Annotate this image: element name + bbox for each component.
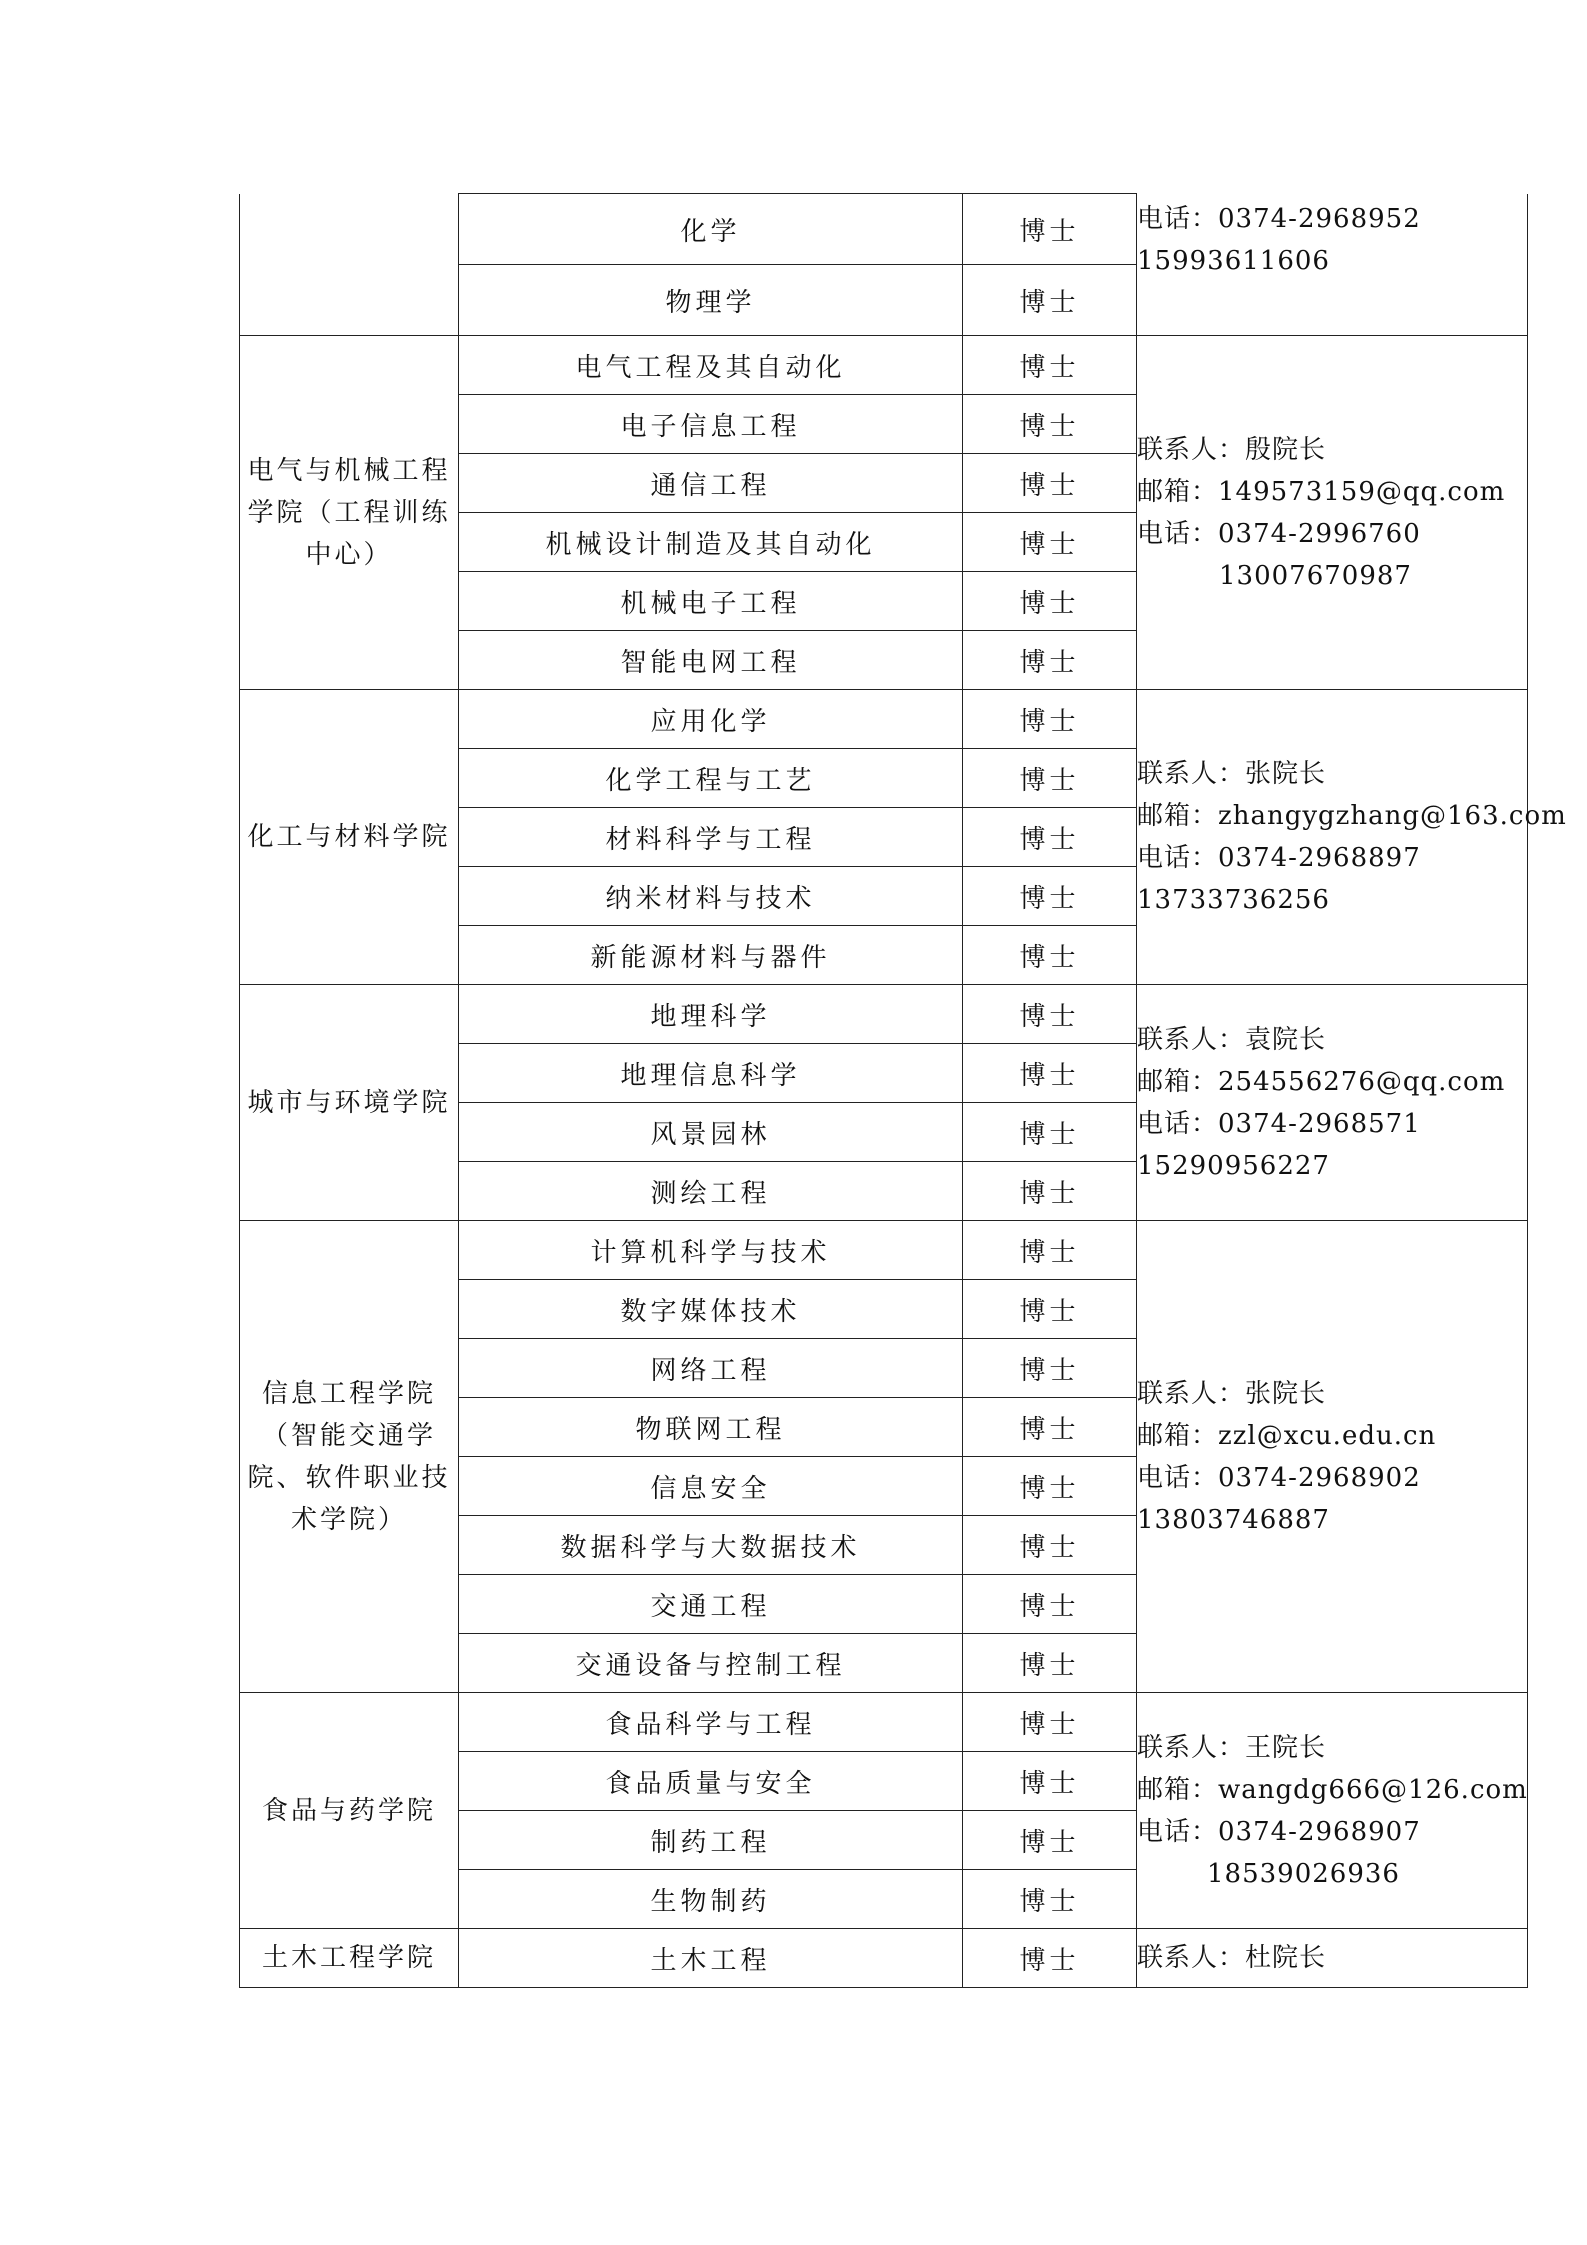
college-cell: 城市与环境学院 [240, 985, 459, 1221]
major-cell: 数据科学与大数据技术 [459, 1516, 963, 1575]
major-cell: 物联网工程 [459, 1398, 963, 1457]
contact-phone: 电话：0374-2996760 [1137, 518, 1421, 549]
table-row [240, 985, 1528, 1044]
college-cell: 信息工程学院（智能交通学院、软件职业技术学院） [240, 1221, 459, 1693]
contact-phone: 电话：0374-2968907 [1137, 1816, 1421, 1847]
degree-cell: 博士 [963, 690, 1137, 749]
major-cell: 食品科学与工程 [459, 1693, 963, 1752]
contact-person: 联系人：张院长 [1137, 759, 1327, 789]
major-cell: 化学 [459, 194, 963, 265]
college-cell: 化工与材料学院 [240, 690, 459, 985]
major-cell: 应用化学 [459, 690, 963, 749]
major-cell: 电气工程及其自动化 [459, 336, 963, 395]
major-cell: 机械设计制造及其自动化 [459, 513, 963, 572]
degree-cell: 博士 [963, 265, 1137, 336]
contact-mobile: 13733736256 [1137, 885, 1330, 915]
college-cell: 土木工程学院 [240, 1929, 459, 1988]
table-row [240, 1693, 1528, 1752]
degree-cell: 博士 [963, 1457, 1137, 1516]
degree-cell: 博士 [963, 631, 1137, 690]
table-row [240, 1221, 1528, 1280]
contact-person: 联系人：王院长 [1137, 1732, 1327, 1763]
degree-cell: 博士 [963, 513, 1137, 572]
degree-cell: 博士 [963, 395, 1137, 454]
degree-cell: 博士 [963, 336, 1137, 395]
contact-cell [1137, 985, 1528, 1221]
college-cell: 食品与药学院 [240, 1693, 459, 1929]
major-cell: 电子信息工程 [459, 395, 963, 454]
contact-cell [1137, 336, 1528, 690]
degree-cell: 博士 [963, 1516, 1137, 1575]
major-cell: 地理科学 [459, 985, 963, 1044]
major-cell: 网络工程 [459, 1339, 963, 1398]
degree-cell: 博士 [963, 1221, 1137, 1280]
major-cell: 机械电子工程 [459, 572, 963, 631]
major-cell: 交通设备与控制工程 [459, 1634, 963, 1693]
contact-email: 邮箱：zzl@xcu.edu.cn [1137, 1420, 1437, 1451]
contact-phone: 电话：0374-2968897 [1137, 843, 1421, 873]
table-row [240, 690, 1528, 749]
degree-cell: 博士 [963, 1280, 1137, 1339]
contact-email: 邮箱：wangdg666@126.com [1137, 1774, 1528, 1805]
college-cell [240, 194, 459, 336]
college-cell: 电气与机械工程学院（工程训练中心） [240, 336, 459, 690]
major-cell: 通信工程 [459, 454, 963, 513]
degree-cell: 博士 [963, 1103, 1137, 1162]
contact-email: 邮箱：zhangygzhang@163.com [1137, 801, 1567, 831]
degree-cell: 博士 [963, 1752, 1137, 1811]
contact-mobile: 13007670987 [1219, 560, 1412, 591]
degree-cell: 博士 [963, 1929, 1137, 1988]
major-cell: 生物制药 [459, 1870, 963, 1929]
contact-person: 联系人：殷院长 [1137, 434, 1327, 465]
major-cell: 智能电网工程 [459, 631, 963, 690]
contact-person: 联系人：张院长 [1137, 1378, 1327, 1409]
degree-cell: 博士 [963, 454, 1137, 513]
contact-person: 联系人：袁院长 [1137, 1024, 1327, 1055]
table-row [240, 194, 1528, 265]
contact-cell [1137, 1693, 1528, 1929]
degree-cell: 博士 [963, 1693, 1137, 1752]
contact-cell [1137, 690, 1567, 985]
degree-cell: 博士 [963, 808, 1137, 867]
degree-cell: 博士 [963, 926, 1137, 985]
major-cell: 化学工程与工艺 [459, 749, 963, 808]
contact-email: 邮箱：254556276@qq.com [1137, 1066, 1506, 1097]
contact-cell [1137, 1929, 1528, 1988]
degree-cell: 博士 [963, 1398, 1137, 1457]
contact-mobile: 18539026936 [1207, 1858, 1400, 1889]
contact-cell [1137, 194, 1528, 336]
degree-cell: 博士 [963, 1044, 1137, 1103]
major-cell: 新能源材料与器件 [459, 926, 963, 985]
degree-cell: 博士 [963, 1634, 1137, 1693]
major-cell: 数字媒体技术 [459, 1280, 963, 1339]
degree-cell: 博士 [963, 867, 1137, 926]
degree-cell: 博士 [963, 985, 1137, 1044]
major-cell: 物理学 [459, 265, 963, 336]
major-cell: 测绘工程 [459, 1162, 963, 1221]
contact-phone: 电话：0374-2968952 [1137, 203, 1421, 234]
contact-mobile: 13803746887 [1137, 1504, 1330, 1535]
major-cell: 制药工程 [459, 1811, 963, 1870]
degree-cell: 博士 [963, 1162, 1137, 1221]
degree-cell: 博士 [963, 1811, 1137, 1870]
table-row [240, 336, 1528, 395]
contact-mobile: 15993611606 [1137, 245, 1330, 276]
contact-person: 联系人：杜院长 [1137, 1943, 1327, 1973]
degree-cell: 博士 [963, 1339, 1137, 1398]
degree-cell: 博士 [963, 749, 1137, 808]
contact-email: 邮箱：149573159@qq.com [1137, 476, 1506, 507]
major-cell: 纳米材料与技术 [459, 867, 963, 926]
degree-cell: 博士 [963, 1575, 1137, 1634]
contact-cell [1137, 1221, 1528, 1693]
recruitment-table [239, 193, 1567, 1988]
major-cell: 食品质量与安全 [459, 1752, 963, 1811]
major-cell: 地理信息科学 [459, 1044, 963, 1103]
major-cell: 信息安全 [459, 1457, 963, 1516]
contact-phone: 电话：0374-2968571 [1137, 1108, 1421, 1139]
major-cell: 材料科学与工程 [459, 808, 963, 867]
degree-cell: 博士 [963, 194, 1137, 265]
major-cell: 交通工程 [459, 1575, 963, 1634]
major-cell: 风景园林 [459, 1103, 963, 1162]
table-row [240, 1929, 1528, 1988]
contact-mobile: 15290956227 [1137, 1150, 1330, 1181]
degree-cell: 博士 [963, 572, 1137, 631]
major-cell: 计算机科学与技术 [459, 1221, 963, 1280]
major-cell: 土木工程 [459, 1929, 963, 1988]
degree-cell: 博士 [963, 1870, 1137, 1929]
contact-phone: 电话：0374-2968902 [1137, 1462, 1421, 1493]
